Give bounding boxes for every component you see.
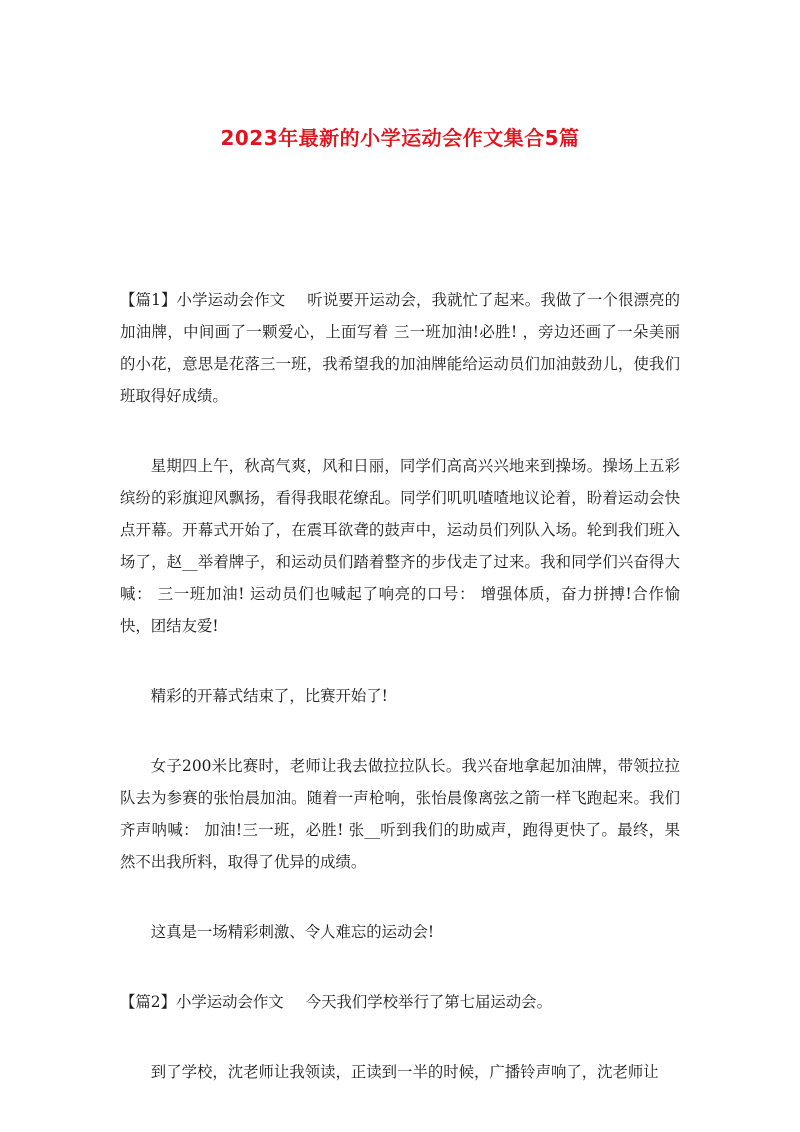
paragraph-1-text: 听说要开运动会，我就忙了起来。我做了一个很漂亮的加油牌，中间画了一颗爱心，上面写着 三一班加油!必胜! ，旁边还画了一朵美丽的小花，意思是花落三一班，我希望我的加油牌能给运动员们加油鼓劲儿，使我们班取得好成绩。: [120, 291, 680, 405]
paragraph-6-text: 今天我们学校举行了第七届运动会。: [305, 993, 552, 1011]
paragraph-2: 星期四上午，秋高气爽，风和日丽，同学们高高兴兴地来到操场。操场上五彩缤纷的彩旗迎风飘扬，看得我眼花缭乱。同学们叽叽喳喳地议论着，盼着运动会快点开幕。开幕式开始了，在震耳欲聋的鼓声中，运动员们列队入场。轮到我们班入场了，赵__举着牌子，和运动员们踏着整齐的步伐走了过来。我和同学们兴奋得大喊： 三一班加油! 运动员们也喊起了响亮的口号： 增强体质，奋力拼搏!合作愉快，团结友爱!: [120, 457, 680, 635]
paragraph-3: 精彩的开幕式结束了，比赛开始了!: [150, 687, 388, 705]
document-title: 2023年最新的小学运动会作文集合5篇: [220, 126, 580, 150]
section-label-1: 【篇1】小学运动会作文: [120, 291, 286, 309]
section-label-2: 【篇2】小学运动会作文: [120, 993, 284, 1011]
paragraph-1: [120, 284, 680, 412]
paragraph-4: 女子200米比赛时，老师让我去做拉拉队长。我兴奋地拿起加油牌，带领拉拉队去为参赛的张怡晨加油。随着一声枪响，张怡晨像离弦之箭一样飞跑起来。我们齐声呐喊： 加油!三一班，必胜! 张__听到我们的助威声，跑得更快了。最终，果然不出我所料，取得了优异的成绩。: [120, 757, 680, 871]
paragraph-7: 到了学校，沈老师让我领读，正读到一半的时候，广播铃声响了，沈老师让: [150, 1063, 659, 1081]
paragraph-6: [120, 986, 680, 1018]
document-body: [120, 284, 680, 1126]
paragraph-5: 这真是一场精彩刺激、令人难忘的运动会!: [150, 923, 435, 941]
